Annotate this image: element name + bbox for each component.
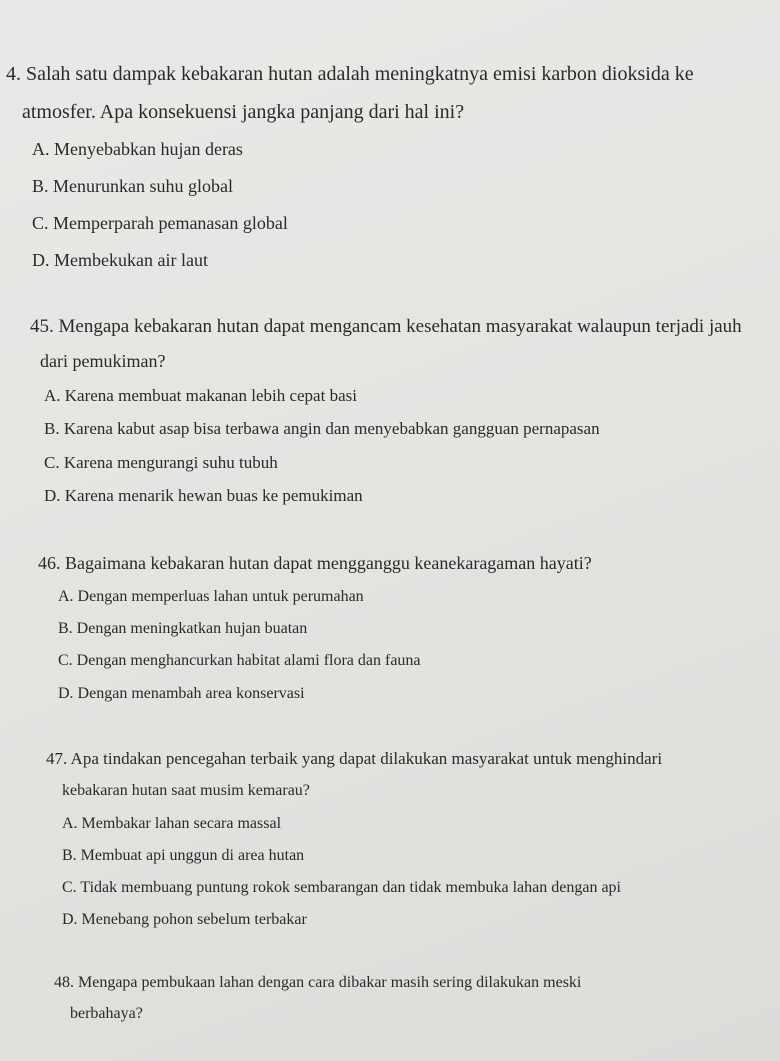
question-46-stem: 46. Bagaimana kebakaran hutan dapat mengganggu keanekaragaman hayati? [38, 553, 592, 573]
question-44-option-d: D. Membekukan air laut [32, 250, 208, 270]
question-46-option-d: D. Dengan menambah area konservasi [58, 685, 305, 702]
question-48-stem-line1: 48. Mengapa pembukaan lahan dengan cara dibakar masih sering dilakukan meski [54, 974, 582, 991]
question-45-option-a: A. Karena membuat makanan lebih cepat basi [44, 386, 357, 405]
question-46-option-a: A. Dengan memperluas lahan untuk perumahan [58, 588, 364, 605]
question-46-option-c: C. Dengan menghancurkan habitat alami flora dan fauna [58, 652, 421, 669]
question-44-option-c: C. Memperparah pemanasan global [32, 213, 288, 233]
question-44-option-b: B. Menurunkan suhu global [32, 176, 233, 196]
question-45-option-c: C. Karena mengurangi suhu tubuh [44, 453, 278, 472]
question-47-stem-line1: 47. Apa tindakan pencegahan terbaik yang dapat dilakukan masyarakat untuk menghindari [46, 749, 663, 768]
question-46-option-b: B. Dengan meningkatkan hujan buatan [58, 620, 308, 637]
question-45-stem-line1: 45. Mengapa kebakaran hutan dapat mengancam kesehatan masyarakat walaupun terjadi jauh [30, 316, 742, 337]
question-47-option-b: B. Membuat api unggun di area hutan [62, 847, 305, 864]
question-48-stem-line2: berbahaya? [70, 1005, 143, 1022]
question-47-option-d: D. Menebang pohon sebelum terbakar [62, 911, 307, 928]
question-45-option-d: D. Karena menarik hewan buas ke pemukiman [44, 486, 363, 505]
question-47-stem-line2: kebakaran hutan saat musim kemarau? [62, 782, 310, 799]
question-44-stem-line2: atmosfer. Apa konsekuensi jangka panjang dari hal ini? [22, 101, 465, 123]
question-45-option-b: B. Karena kabut asap bisa terbawa angin dan menyebabkan gangguan pernapasan [44, 419, 600, 438]
question-44-stem-line1: 4. Salah satu dampak kebakaran hutan adalah meningkatnya emisi karbon dioksida ke [6, 63, 694, 85]
question-47-option-a: A. Membakar lahan secara massal [62, 815, 282, 832]
question-47-option-c: C. Tidak membuang puntung rokok sembarangan dan tidak membuka lahan dengan api [62, 879, 621, 896]
question-44-option-a: A. Menyebabkan hujan deras [32, 139, 243, 159]
question-45-stem-line2: dari pemukiman? [40, 351, 166, 371]
